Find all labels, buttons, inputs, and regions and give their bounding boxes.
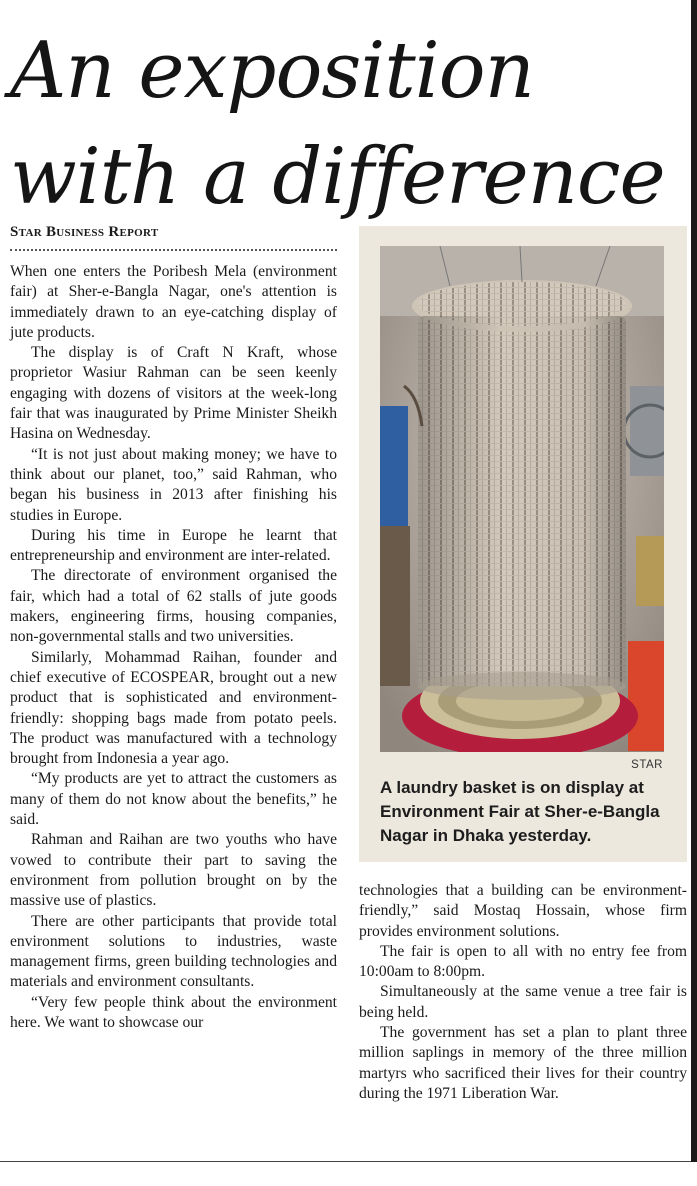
paragraph: The directorate of environment organised the fair, which had a total of 62 stalls of jute goods makers, engineering firms, housing companies, non-governmental stalls and two universities.	[10, 567, 337, 646]
paragraph: Simultaneously at the same venue a tree fair is being held.	[359, 983, 687, 1021]
paragraph: There are other participants that provide total environment solutions to industries, waste management firms, green building technologies and materials and environment consultants.	[10, 912, 337, 991]
headline	[10, 18, 690, 230]
paragraph: During his time in Europe he learnt that entrepreneurship and environment are inter-related.	[10, 526, 337, 565]
photo-box	[359, 226, 687, 862]
headline-line-2: with a difference	[10, 132, 665, 222]
byline-dotted-rule	[10, 249, 337, 251]
byline: Star Business Report	[10, 224, 159, 240]
bottom-rule	[0, 1161, 691, 1162]
paragraph: technologies that a building can be environment-friendly,” said Mostaq Hossain, whose firm provides environment solutions.	[359, 882, 687, 940]
photo-caption: A laundry basket is on display at Environment Fair at Sher-e-Bangla Nagar in Dhaka yesterday.	[380, 778, 660, 845]
article-column-left	[10, 262, 337, 1033]
paragraph: The government has set a plan to plant three million saplings in memory of the three million martyrs who sacrificed their lives for their country during the 1971 Liberation War.	[359, 1024, 687, 1102]
paragraph: The fair is open to all with no entry fee from 10:00am to 8:00pm.	[359, 942, 687, 981]
paragraph: The display is of Craft N Kraft, whose proprietor Wasiur Rahman can be seen keenly engaging with dozens of visitors at the week-long fair that was inaugurated by Prime Minister Sheikh Hasina on Wednesday.	[10, 344, 337, 443]
headline-line-1: An exposition	[10, 26, 534, 116]
laundry-basket-photo	[380, 246, 664, 752]
paragraph: Similarly, Mohammad Raihan, founder and chief executive of ECOSPEAR, brought out a new product that is sophisticated and environment-friendly: shopping bags made from potato peels. The product was manufactured with a technology brought from Indonesia a year ago.	[10, 648, 337, 768]
paragraph: When one enters the Poribesh Mela (environment fair) at Sher-e-Bangla Nagar, one's attention is immediately drawn to an eye-catching display of jute products.	[10, 263, 337, 341]
page-edge-rule	[691, 0, 697, 1162]
paragraph: “My products are yet to attract the customers as many of them do not know about the benefits,” he said.	[10, 770, 337, 829]
article-column-right	[359, 881, 687, 1104]
paragraph: “Very few people think about the environment here. We want to showcase our	[10, 993, 337, 1031]
photo-credit: STAR	[631, 759, 663, 771]
paragraph: “It is not just about making money; we have to think about our planet, too,” said Rahman, who began his business in 2013 after finishing his studies in Europe.	[10, 445, 337, 524]
paragraph: Rahman and Raihan are two youths who have vowed to contribute their part to saving the environment from pollution brought on by the massive use of plastics.	[10, 831, 337, 910]
